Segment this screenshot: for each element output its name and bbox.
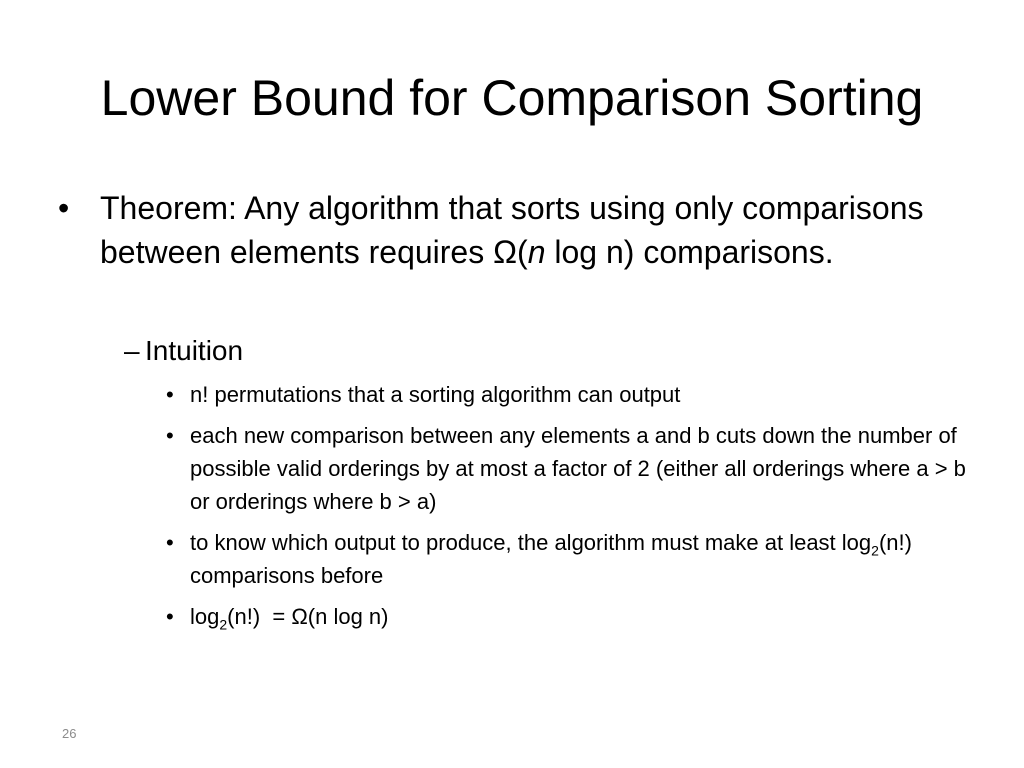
subscript: 2 [871, 542, 879, 559]
theorem-text-part: log n) comparisons. [545, 234, 834, 270]
list-item-text-part: log [190, 604, 220, 629]
theorem-bullet-item [58, 186, 958, 274]
intuition-item [124, 332, 924, 370]
list-item [166, 419, 966, 518]
list-item-text-part: (n!) comparisons before [190, 530, 912, 588]
list-item-text: each new comparison between any elements a and b cuts down the number of possible valid orderings by at most a factor of 2 (either all orderings where a > b or orderings where b > a) [190, 423, 966, 514]
subscript: 2 [219, 616, 228, 633]
bullet-marker: • [166, 530, 174, 555]
list-item [166, 526, 966, 592]
intuition-label: Intuition [145, 335, 244, 366]
list-item-text-part: (n!) = Ω(n log n) [227, 604, 389, 629]
theorem-text-part: Theorem: Any algorithm that sorts using only comparisons between elements requires Ω( [100, 190, 924, 270]
bullet-marker: • [58, 190, 70, 226]
list-item-text [190, 600, 966, 633]
bullet-marker: • [166, 604, 174, 629]
slide-title: Lower Bound for Comparison Sorting [100, 70, 924, 126]
bullet-marker: • [166, 423, 174, 448]
slide-number: 26 [62, 726, 77, 741]
list-item-text: n! permutations that a sorting algorithm can output [190, 382, 681, 407]
intuition-points-list [166, 378, 966, 641]
list-item [166, 600, 966, 633]
bullet-marker: • [166, 382, 174, 407]
theorem-text-italic: n [527, 234, 546, 270]
theorem-text [100, 186, 958, 274]
list-item-text-part: to know which output to produce, the algorithm must make at least log [190, 530, 872, 555]
dash-marker: – [124, 335, 140, 366]
list-item-text [190, 526, 966, 592]
list-item [166, 378, 966, 411]
